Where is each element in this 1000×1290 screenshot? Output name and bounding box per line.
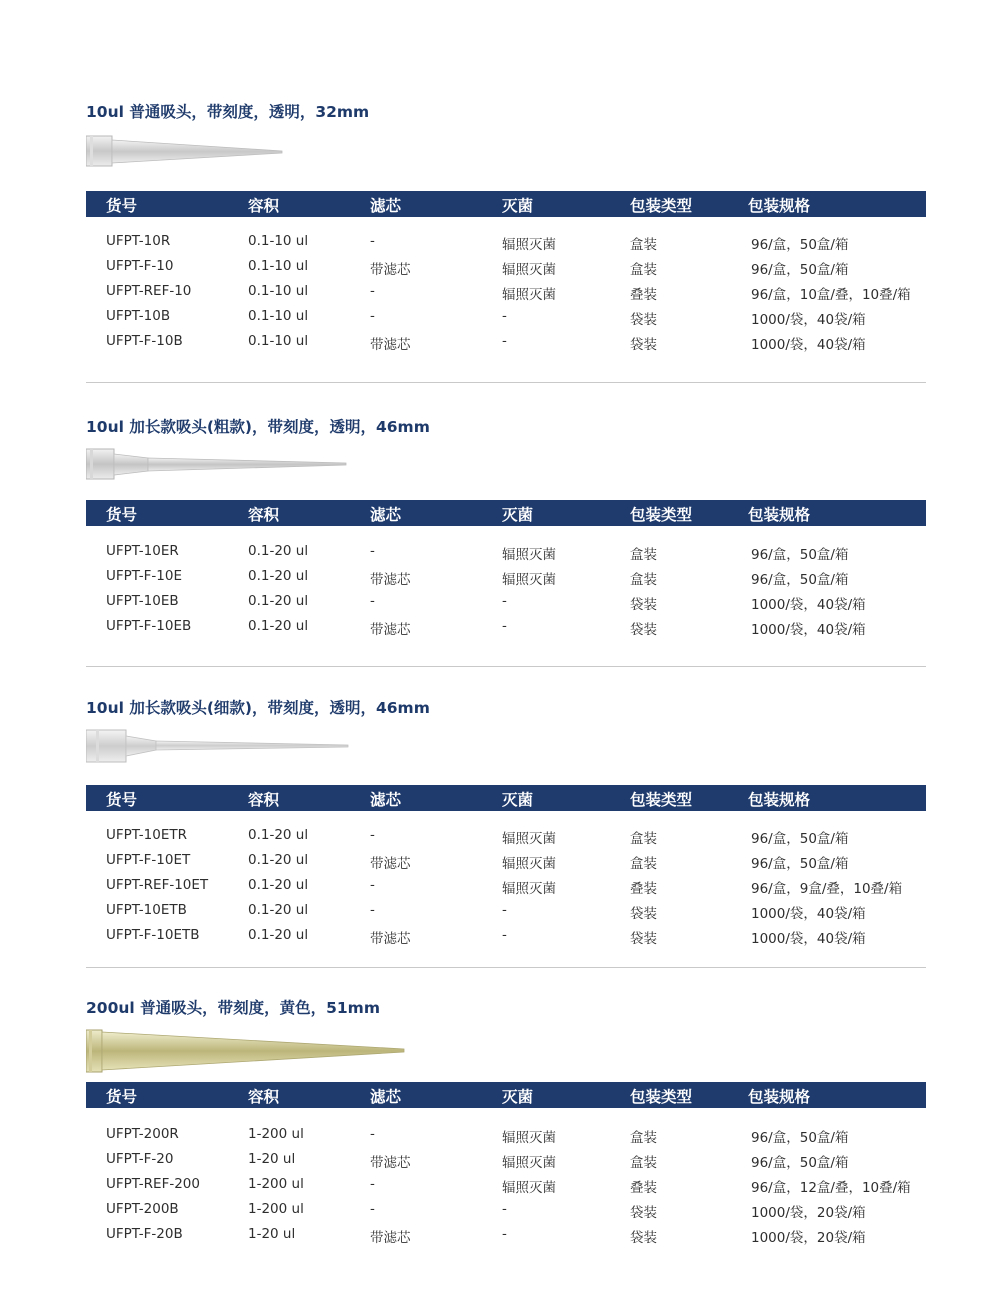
cell-volume: 1-200 ul: [248, 1126, 304, 1142]
table-row: [86, 1148, 926, 1173]
cell-package-type: 盒装: [630, 831, 657, 847]
table-row: [86, 565, 926, 590]
cell-package-spec: 96/盒，10盒/叠，10叠/箱: [751, 287, 911, 303]
table-row: [86, 590, 926, 615]
cell-package-spec: 1000/袋，20袋/箱: [751, 1230, 866, 1246]
cell-item-no: UFPT-200B: [106, 1201, 179, 1217]
header-package-spec: 包装规格: [748, 791, 811, 809]
cell-sterilization: -: [502, 308, 507, 324]
cell-package-type: 盒装: [630, 572, 657, 588]
cell-filter: 带滤芯: [370, 622, 411, 638]
cell-sterilization: -: [502, 618, 507, 634]
cell-package-spec: 1000/袋，20袋/箱: [751, 1205, 866, 1221]
cell-filter: -: [370, 1201, 375, 1217]
cell-package-spec: 1000/袋，40袋/箱: [751, 597, 866, 613]
table-row: [86, 824, 926, 849]
cell-package-type: 叠装: [630, 881, 657, 897]
header-package-type: 包装类型: [630, 791, 693, 809]
table-row: [86, 230, 926, 255]
cell-sterilization: -: [502, 1201, 507, 1217]
cell-filter: -: [370, 308, 375, 324]
cell-package-spec: 1000/袋，40袋/箱: [751, 337, 866, 353]
cell-volume: 0.1-20 ul: [248, 827, 309, 843]
cell-filter: 带滤芯: [370, 262, 411, 278]
cell-sterilization: -: [502, 593, 507, 609]
cell-volume: 0.1-10 ul: [248, 233, 309, 249]
cell-filter: -: [370, 902, 375, 918]
cell-item-no: UFPT-F-10E: [106, 568, 183, 584]
cell-item-no: UFPT-10ETR: [106, 827, 187, 843]
cell-volume: 0.1-10 ul: [248, 333, 309, 349]
cell-filter: -: [370, 827, 375, 843]
cell-item-no: UFPT-10EB: [106, 593, 179, 609]
cell-item-no: UFPT-F-10ET: [106, 852, 191, 868]
cell-item-no: UFPT-10R: [106, 233, 171, 249]
cell-volume: 0.1-10 ul: [248, 308, 309, 324]
pipette-tip-image: [86, 726, 351, 766]
cell-volume: 0.1-20 ul: [248, 543, 309, 559]
header-package-spec: 包装规格: [748, 1088, 811, 1106]
cell-volume: 0.1-10 ul: [248, 283, 309, 299]
cell-package-type: 袋装: [630, 597, 657, 613]
cell-filter: -: [370, 233, 375, 249]
table-row: [86, 1173, 926, 1198]
cell-sterilization: 辐照灭菌: [502, 287, 556, 303]
table-row: [86, 255, 926, 280]
table-header: [86, 785, 926, 811]
section-title: 10ul 加长款吸头(粗款)，带刻度，透明，46mm: [86, 418, 430, 436]
table-row: [86, 305, 926, 330]
pipette-tip-image: [86, 1026, 408, 1076]
cell-package-type: 袋装: [630, 906, 657, 922]
cell-sterilization: 辐照灭菌: [502, 1155, 556, 1171]
cell-sterilization: 辐照灭菌: [502, 547, 556, 563]
cell-package-spec: 96/盒，50盒/箱: [751, 547, 849, 563]
cell-package-spec: 1000/袋，40袋/箱: [751, 931, 866, 947]
table-row: [86, 899, 926, 924]
header-volume: 容积: [248, 506, 280, 524]
cell-sterilization: -: [502, 333, 507, 349]
cell-volume: 0.1-20 ul: [248, 593, 309, 609]
cell-package-spec: 1000/袋，40袋/箱: [751, 906, 866, 922]
cell-filter: 带滤芯: [370, 856, 411, 872]
header-package-spec: 包装规格: [748, 506, 811, 524]
cell-sterilization: 辐照灭菌: [502, 1180, 556, 1196]
cell-package-type: 袋装: [630, 622, 657, 638]
section-divider: [86, 382, 926, 383]
cell-package-spec: 96/盒，12盒/叠，10叠/箱: [751, 1180, 911, 1196]
section-divider: [86, 967, 926, 968]
table-row: [86, 1198, 926, 1223]
header-volume: 容积: [248, 1088, 280, 1106]
cell-package-type: 盒装: [630, 1155, 657, 1171]
cell-package-type: 叠装: [630, 1180, 657, 1196]
cell-filter: 带滤芯: [370, 931, 411, 947]
table-row: [86, 1123, 926, 1148]
cell-sterilization: -: [502, 1226, 507, 1242]
cell-sterilization: 辐照灭菌: [502, 237, 556, 253]
cell-item-no: UFPT-F-10B: [106, 333, 183, 349]
cell-package-type: 袋装: [630, 1230, 657, 1246]
cell-filter: 带滤芯: [370, 337, 411, 353]
cell-item-no: UFPT-10ETB: [106, 902, 187, 918]
table-row: [86, 924, 926, 949]
cell-package-spec: 1000/袋，40袋/箱: [751, 622, 866, 638]
cell-volume: 1-20 ul: [248, 1226, 296, 1242]
cell-volume: 1-200 ul: [248, 1176, 304, 1192]
table-header: [86, 1082, 926, 1108]
header-item-no: 货号: [106, 197, 138, 215]
cell-filter: -: [370, 1176, 375, 1192]
cell-sterilization: 辐照灭菌: [502, 572, 556, 588]
header-filter: 滤芯: [370, 791, 402, 809]
table-row: [86, 615, 926, 640]
cell-package-spec: 96/盒，50盒/箱: [751, 262, 849, 278]
cell-sterilization: 辐照灭菌: [502, 856, 556, 872]
cell-package-type: 盒装: [630, 237, 657, 253]
cell-volume: 0.1-20 ul: [248, 902, 309, 918]
section-divider: [86, 666, 926, 667]
table-row: [86, 540, 926, 565]
cell-package-spec: 96/盒，50盒/箱: [751, 831, 849, 847]
cell-sterilization: 辐照灭菌: [502, 262, 556, 278]
cell-item-no: UFPT-10ER: [106, 543, 179, 559]
cell-sterilization: 辐照灭菌: [502, 831, 556, 847]
cell-volume: 0.1-20 ul: [248, 618, 309, 634]
cell-item-no: UFPT-F-10: [106, 258, 174, 274]
cell-item-no: UFPT-REF-10ET: [106, 877, 209, 893]
cell-package-spec: 96/盒，50盒/箱: [751, 856, 849, 872]
cell-item-no: UFPT-F-20B: [106, 1226, 183, 1242]
section-title: 10ul 普通吸头，带刻度，透明，32mm: [86, 103, 370, 121]
cell-filter: -: [370, 593, 375, 609]
cell-package-type: 盒装: [630, 1130, 657, 1146]
header-sterilization: 灭菌: [502, 791, 534, 809]
cell-item-no: UFPT-REF-10: [106, 283, 192, 299]
header-item-no: 货号: [106, 506, 138, 524]
header-filter: 滤芯: [370, 1088, 402, 1106]
cell-sterilization: -: [502, 927, 507, 943]
table-header: [86, 191, 926, 217]
section-title: 10ul 加长款吸头(细款)，带刻度，透明，46mm: [86, 699, 430, 717]
header-sterilization: 灭菌: [502, 506, 534, 524]
cell-item-no: UFPT-200R: [106, 1126, 179, 1142]
header-package-type: 包装类型: [630, 506, 693, 524]
header-volume: 容积: [248, 791, 280, 809]
cell-filter: 带滤芯: [370, 572, 411, 588]
cell-package-type: 袋装: [630, 1205, 657, 1221]
header-package-type: 包装类型: [630, 197, 693, 215]
cell-item-no: UFPT-F-10EB: [106, 618, 192, 634]
cell-sterilization: 辐照灭菌: [502, 1130, 556, 1146]
cell-package-type: 盒装: [630, 547, 657, 563]
table-row: [86, 280, 926, 305]
cell-volume: 1-20 ul: [248, 1151, 296, 1167]
header-sterilization: 灭菌: [502, 197, 534, 215]
cell-package-spec: 96/盒，9盒/叠，10叠/箱: [751, 881, 903, 897]
table-row: [86, 849, 926, 874]
table-row: [86, 330, 926, 355]
pipette-tip-image: [86, 130, 286, 172]
cell-filter: 带滤芯: [370, 1230, 411, 1246]
cell-sterilization: -: [502, 902, 507, 918]
cell-volume: 0.1-20 ul: [248, 568, 309, 584]
cell-item-no: UFPT-F-20: [106, 1151, 174, 1167]
cell-sterilization: 辐照灭菌: [502, 881, 556, 897]
cell-package-spec: 96/盒，50盒/箱: [751, 1155, 849, 1171]
cell-package-type: 袋装: [630, 337, 657, 353]
header-filter: 滤芯: [370, 506, 402, 524]
cell-volume: 1-200 ul: [248, 1201, 304, 1217]
cell-package-type: 袋装: [630, 931, 657, 947]
cell-package-type: 盒装: [630, 262, 657, 278]
cell-filter: -: [370, 877, 375, 893]
cell-filter: -: [370, 283, 375, 299]
header-volume: 容积: [248, 197, 280, 215]
cell-filter: -: [370, 1126, 375, 1142]
header-item-no: 货号: [106, 1088, 138, 1106]
cell-package-spec: 96/盒，50盒/箱: [751, 572, 849, 588]
cell-package-type: 盒装: [630, 856, 657, 872]
table-row: [86, 874, 926, 899]
cell-filter: 带滤芯: [370, 1155, 411, 1171]
cell-package-type: 袋装: [630, 312, 657, 328]
header-package-spec: 包装规格: [748, 197, 811, 215]
header-item-no: 货号: [106, 791, 138, 809]
cell-volume: 0.1-20 ul: [248, 927, 309, 943]
cell-volume: 0.1-20 ul: [248, 877, 309, 893]
header-filter: 滤芯: [370, 197, 402, 215]
header-sterilization: 灭菌: [502, 1088, 534, 1106]
cell-item-no: UFPT-10B: [106, 308, 171, 324]
cell-package-type: 叠装: [630, 287, 657, 303]
header-package-type: 包装类型: [630, 1088, 693, 1106]
cell-volume: 0.1-20 ul: [248, 852, 309, 868]
pipette-tip-image: [86, 445, 351, 483]
cell-package-spec: 1000/袋，40袋/箱: [751, 312, 866, 328]
cell-package-spec: 96/盒，50盒/箱: [751, 237, 849, 253]
section-title: 200ul 普通吸头，带刻度，黄色，51mm: [86, 999, 380, 1017]
cell-item-no: UFPT-REF-200: [106, 1176, 200, 1192]
cell-package-spec: 96/盒，50盒/箱: [751, 1130, 849, 1146]
table-header: [86, 500, 926, 526]
table-row: [86, 1223, 926, 1248]
cell-filter: -: [370, 543, 375, 559]
cell-item-no: UFPT-F-10ETB: [106, 927, 200, 943]
cell-volume: 0.1-10 ul: [248, 258, 309, 274]
